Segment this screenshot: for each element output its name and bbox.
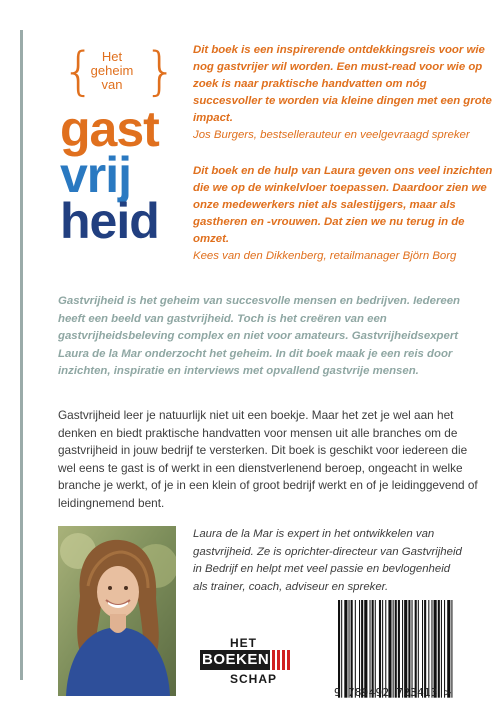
barcode-bar	[441, 600, 442, 698]
barcode-bar	[444, 600, 445, 698]
barcode-bar	[402, 600, 403, 698]
author-portrait	[58, 526, 176, 696]
barcode-bar	[438, 600, 440, 698]
publisher-box	[200, 650, 270, 670]
intro-paragraph: Gastvrijheid is het geheim van succesvolle mensen en bedrijven. Iedereen heeft een beeld van gastvrijheid. Toch is het creëren van een gastvrijheidsbeleving complex en niet voor amateurs. Gastvrijheidsexpert Laura de la Mar onderzocht het geheim. In dit boek maak je een reis door inzichten, inspiratie en interviews met opvallend gastvrije mensen.	[58, 295, 460, 377]
quote-1-author: Jos Burgers, bestsellerauteur en veelgevraagd spreker	[193, 129, 470, 141]
barcode-bar	[382, 600, 383, 698]
barcode-bar	[418, 600, 419, 698]
barcode-bar	[355, 600, 356, 698]
barcode-bar	[398, 600, 400, 698]
barcode-bar	[428, 600, 429, 698]
logo-pretitle	[58, 50, 166, 92]
barcode-bar	[408, 600, 410, 698]
logo-word-gast: gast	[60, 101, 159, 157]
barcode-bar	[338, 600, 340, 698]
barcode-bar	[434, 600, 437, 698]
barcode-bar	[451, 600, 452, 698]
barcode-bar	[431, 600, 432, 698]
barcode-bar	[375, 600, 376, 698]
quote-2-text: Dit boek en de hulp van Laura geven ons veel inzichten die we op de winkelvloer toepassen. Daardoor zien we onze medewerkers niet als salestijgers, maar als gastheren en -vrouwen. Dat zien we nu terug in de omzet.	[193, 165, 493, 245]
barcode-bar	[372, 600, 374, 698]
barcode-bar	[361, 600, 363, 698]
barcode-bar	[424, 600, 426, 698]
barcode-bar	[395, 600, 397, 698]
logo-pretitle-line3: van	[101, 77, 123, 92]
publisher-line3: SCHAP	[230, 672, 278, 686]
brace-right-icon: }	[144, 42, 178, 102]
barcode-bar	[404, 600, 407, 698]
barcode-bar	[351, 600, 353, 698]
quote-2-author: Kees van den Dikkenberg, retailmanager Björn Borg	[193, 250, 457, 262]
brace-left-icon: {	[62, 42, 96, 102]
barcode-bar	[422, 600, 423, 698]
body-paragraph: Gastvrijheid leer je natuurlijk niet uit een boekje. Maar het zet je wel aan het denken en biedt praktische handvatten voor mensen uit alle branches om de gastvrijheid in jouw bedrijf te versterken. Dit boek is geschikt voor iedereen die wel eens te gast is of werkt in een dienstverlenend beroep, ongeacht in welke branche je werkt, of je in een klein of groot bedrijf werkt en of je leidinggevend of leidingnemend bent.	[58, 408, 478, 510]
barcode-bar	[415, 600, 417, 698]
quote-1	[193, 42, 493, 144]
barcode-bar	[344, 600, 347, 698]
barcode-bar	[364, 600, 367, 698]
publisher-line1: HET	[230, 636, 257, 650]
quote-1-text: Dit boek is een inspirerende ontdekkingsreis voor wie nog gastvrijer wil worden. Een must-read voor wie op zoek is naar praktische handvatten om nóg succesvoller te worden via kleine dingen met een grote impact.	[193, 44, 492, 124]
logo-pretitle-line2: geheim	[90, 63, 134, 78]
barcode-bar	[447, 600, 450, 698]
logo-word-heid: heid	[60, 193, 159, 249]
barcode-bar	[393, 600, 394, 698]
publisher-line2: BOEKEN	[202, 651, 270, 668]
barcode-bar	[385, 600, 386, 698]
publisher-logo	[200, 636, 310, 696]
isbn-barcode	[334, 600, 494, 700]
barcode-bar	[370, 600, 371, 698]
barcode-bar	[341, 600, 342, 698]
barcode-bar	[349, 600, 350, 698]
barcode-bar	[412, 600, 413, 698]
publisher-stripes-icon	[272, 650, 292, 670]
barcode-bar	[388, 600, 391, 698]
quote-2	[193, 163, 493, 265]
logo-word-vrij: vrij	[60, 147, 132, 203]
side-rule	[20, 30, 23, 680]
barcode-bar	[359, 600, 360, 698]
barcode-bar	[379, 600, 381, 698]
author-bio: Laura de la Mar is expert in het ontwikkelen van gastvrijheid. Ze is oprichter-directeur van Gastvrijheid in Bedrijf en helpt met veel passie en bevlogenheid als trainer, coach, adviseur en spreker.	[193, 528, 462, 593]
isbn-digits: 9 789492 723413 >	[334, 686, 452, 699]
book-logo	[58, 42, 188, 257]
logo-pretitle-line1: Het	[101, 49, 123, 64]
